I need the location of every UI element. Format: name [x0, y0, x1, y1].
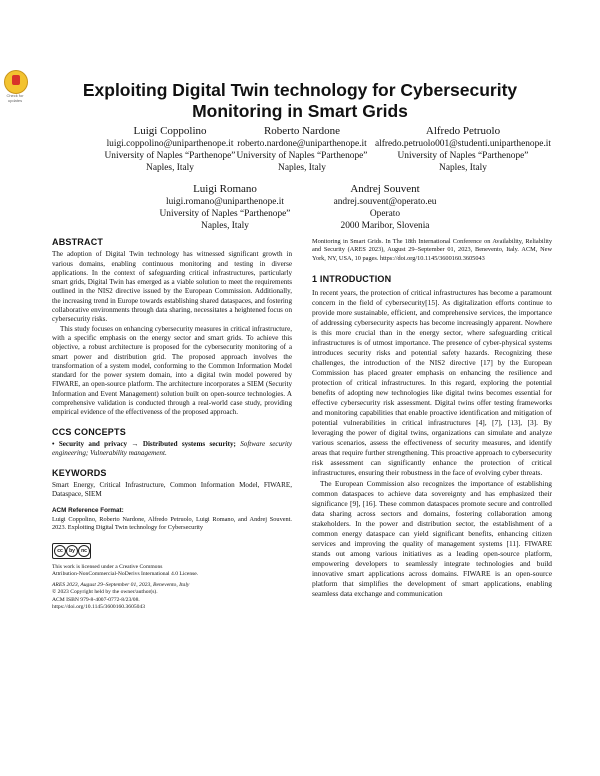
introduction-paragraph-2: The European Commission also recognizes the importance of establishing common dataspaces to achieve data sovereignty and has emphasized their significance [9], [16]. These common dataspaces promote secure and controlled data sharing across sectors and domains, fostering collaboration among stakeholders. In the power and distribution sector, the establishment of a common energy dataspace can yield significant benefits, enhancing citizen services and improving the quality of management systems [11]. FIWARE stands out among various initiatives as a leading open-source platform, empowering developers to seamlessly integrate technologies and build innovative smart applications across domains. FIWARE is an open-source platform that simplifies the development of smart applications, enabling seamless data exchange and communication: [312, 478, 552, 598]
acm-reference-text: Luigi Coppolino, Roberto Nardone, Alfredo Petruolo, Luigi Romano, and Andrej Souvent. 2023. Exploiting Digital Twin technology for Cybersecurity: [52, 515, 292, 532]
author-name: Luigi Coppolino: [133, 125, 207, 137]
author-affiliation: University of Naples “Parthenope”: [236, 151, 368, 161]
left-column: [52, 238, 292, 611]
abstract-paragraph-2: This study focuses on enhancing cybersecurity measures in critical infrastructure, with a specific emphasis on the energy sector and smart grids. To achieve this objective, a robust architecture is proposed for the cybersecurity monitoring of a smart power and distribution grid. The proposed approach involves the transformation of a system model, conforming to the Common Information Model standard for the power system domain, into a digital twin model powered by FIWARE, an open-source platform. The architecture incorporates a SIEM (Security Information and Event Management) solution built on open-source technologies. A comprehensive validation is conducted through a real-world case study, providing empirical evidence of the effectiveness of the proposed approach.: [52, 324, 292, 417]
author-affiliation: University of Naples “Parthenope”: [159, 209, 291, 219]
author-name: Andrej Souvent: [350, 183, 420, 195]
copyright-text: © 2023 Copyright held by the owner/author(s).: [52, 589, 158, 596]
abstract-paragraph-1: The adoption of Digital Twin technology has witnessed significant growth in various domains, enabling continuous monitoring and testing in diverse applications. In the context of safeguarding critical infrastructures, particularly smart grids, Digital Twin has emerged as a viable solution to meet the requirements outlined in the NIS2 directive issued by the European Commission. Additionally, the increasing trend in Europe towards establishing shared dataspaces, and fostering collaborative environments through data sharing, necessitates a heightened focus on cybersecurity risks.: [52, 250, 292, 324]
author-email[interactable]: luigi.coppolino@uniparthenope.it: [106, 139, 234, 149]
abstract-heading: ABSTRACT: [52, 237, 104, 247]
author-location: Naples, Italy: [278, 163, 326, 173]
author-location: 2000 Maribor, Slovenia: [340, 221, 430, 231]
cc-license-badge[interactable]: [52, 543, 292, 562]
author-location: Naples, Italy: [146, 163, 194, 173]
license-text-line-2[interactable]: Attribution-NonCommercial-NoDerivs International 4.0 License.: [52, 571, 199, 578]
creative-commons-icon[interactable]: [52, 543, 91, 559]
introduction-heading: 1 INTRODUCTION: [312, 274, 392, 285]
author-location: Naples, Italy: [201, 221, 249, 231]
conference-info: ARES 2023, August 29–September 01, 2023, Benevento, Italy: [52, 582, 190, 589]
author-block: [368, 124, 558, 174]
author-block: [227, 124, 377, 174]
acm-reference-heading: ACM Reference Format:: [52, 507, 124, 515]
ccs-concepts-text: [52, 440, 292, 459]
author-email[interactable]: andrej.souvent@operato.eu: [333, 197, 437, 207]
check-for-updates-icon[interactable]: [4, 70, 28, 94]
keywords-heading: KEYWORDS: [52, 467, 107, 478]
paper-title: Exploiting Digital Twin technology for Cybersecurity Monitoring in Smart Grids: [82, 80, 518, 121]
author-email[interactable]: luigi.romano@uniparthenope.it: [166, 197, 284, 207]
keywords-text: Smart Energy, Critical Infrastructure, Common Information Model, FIWARE, Dataspace, SIEM: [52, 480, 292, 499]
author-block: [315, 182, 455, 232]
author-location: Naples, Italy: [439, 163, 487, 173]
check-for-updates-label[interactable]: Check for updates: [6, 93, 24, 103]
isbn-text: ACM ISBN 979-8-4007-0772-8/23/08.: [52, 596, 140, 603]
cc-icon: cc: [54, 545, 66, 557]
by-icon: by: [66, 545, 78, 557]
ccs-concepts-heading: CCS CONCEPTS: [52, 426, 126, 437]
author-email[interactable]: alfredo.petruolo001@studenti.uniparthenope.it: [374, 139, 552, 149]
author-block: [150, 182, 300, 232]
doi-link[interactable]: https://doi.org/10.1145/3600160.3605043: [52, 603, 146, 610]
author-affiliation: Operato: [369, 209, 401, 219]
author-email[interactable]: roberto.nardone@uniparthenope.it: [237, 139, 367, 149]
nc-nd-icon: nc: [78, 545, 90, 557]
author-affiliation: University of Naples “Parthenope”: [104, 151, 236, 161]
author-name: Luigi Romano: [193, 183, 257, 195]
author-block: [95, 124, 245, 174]
right-column: [312, 238, 552, 599]
license-text-line-1: This work is licensed under a Creative Commons: [52, 563, 163, 570]
acm-reference-continued: Monitoring in Smart Grids. In The 18th International Conference on Availability, Reliability and Security (ARES 2023), August 29–September 01, 2023, Benevento, Italy. ACM, New York, NY, USA, 10 pages. https://doi.org/10.1145/3600160.3605043: [312, 238, 552, 262]
ccs-concept-security: • Security and privacy → Distributed systems security;: [52, 439, 236, 448]
author-name: Alfredo Petruolo: [425, 125, 501, 137]
introduction-paragraph-1: In recent years, the protection of critical infrastructures has become a paramount concern in the field of cybersecurity[15]. As digitalization efforts continue to provide more sustainable, efficient, and comprehensive services, the importance of addressing cybersecurity aspects has become increasingly apparent. Nowhere is this more crucial than in the energy sector, where safeguarding critical infrastructures is of utmost importance. The presence of cyber-physical systems introduces security risks and potential safety hazards. Recognizing these challenges, the introduction of the NIS2 directive [17] by the European Commission has placed greater emphasis on enhancing the resilience and protection of critical infrastructures. In this regard, exploring the potential benefits of adopting new technologies like digital twins becomes essential for effective cybersecurity risk assessment. Digital twins offer testing frameworks and monitoring capabilities that enable proactive identification and mitigation of potential vulnerabilities in critical infrastructures [4], [7], [13], [3]. By leveraging the power of digital twins, organizations can simulate and analyze various scenarios, assess the effectiveness of security measures, and identify areas that require further strengthening. This proactive approach to cybersecurity risk assessment can significantly enhance the protection of critical infrastructures, ensuring their robustness in the face of evolving cyber threats.: [312, 287, 552, 477]
author-affiliation: University of Naples “Parthenope”: [397, 151, 529, 161]
ccs-concept-software: Software security engineering; Vulnerability management.: [52, 439, 292, 458]
author-name: Roberto Nardone: [263, 125, 341, 137]
